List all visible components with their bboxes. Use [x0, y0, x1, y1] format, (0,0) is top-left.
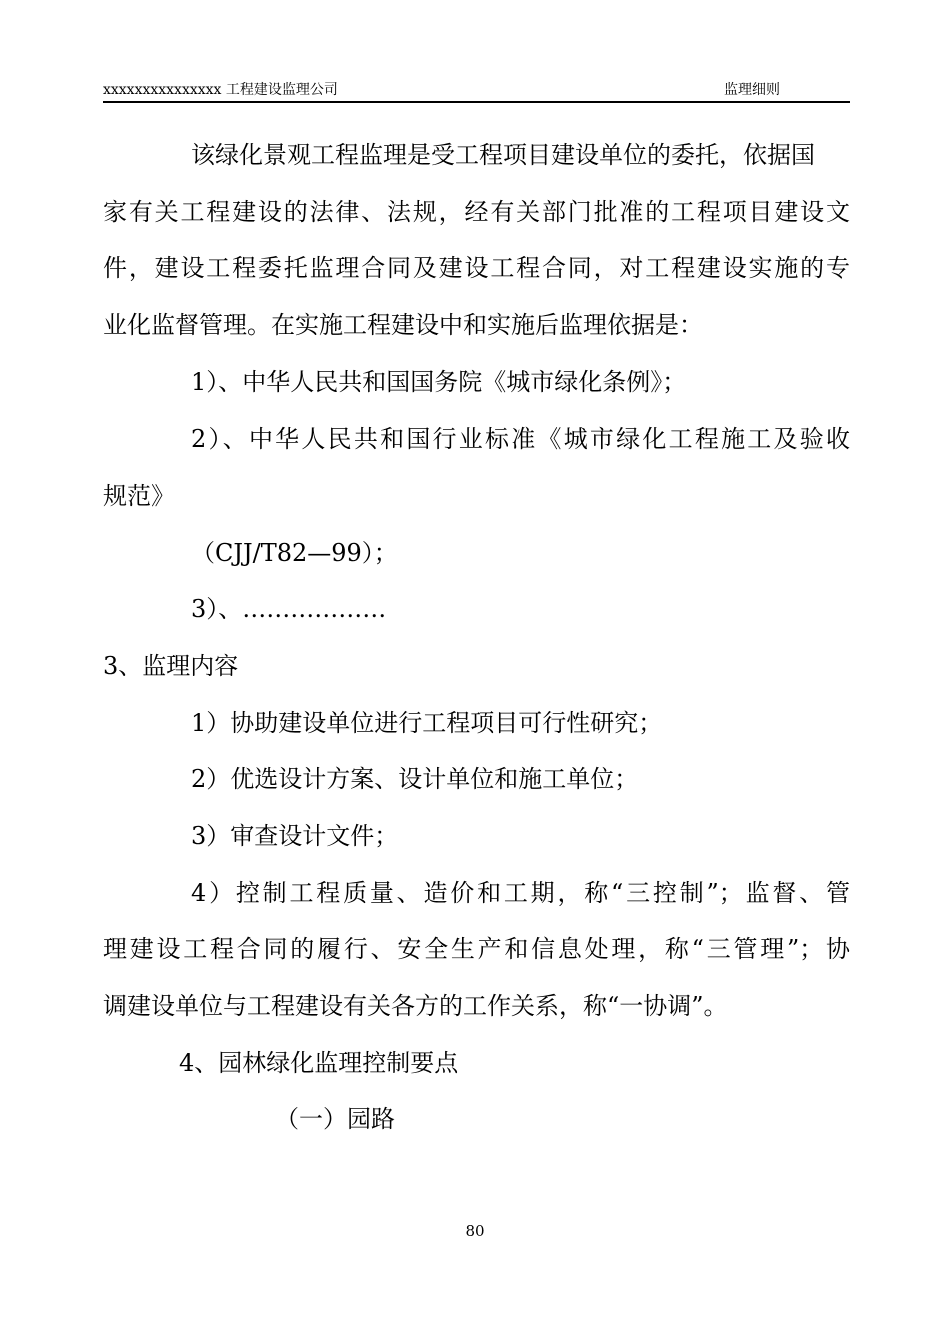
paragraph-intro-line-4: 业化监督管理。在实施工程建设中和实施后监理依据是： — [103, 311, 703, 339]
basis-item-1: 1）、中华人民共和国国务院《城市绿化条例》； — [191, 368, 687, 396]
content-item-4-line-3: 调建设单位与工程建设有关各方的工作关系，称“一协调”。 — [103, 992, 728, 1020]
header-company-name: xxxxxxxxxxxxxxx 工程建设监理公司 — [103, 82, 338, 98]
basis-item-2-line-2: 规范》 — [103, 482, 175, 510]
section-heading-supervision-content: 3、监理内容 — [103, 652, 239, 680]
page-header — [103, 80, 850, 103]
content-item-4-line-1: 4）控制工程质量、造价和工期，称“三控制”；监督、管 — [191, 879, 850, 907]
paragraph-intro-line-2: 家有关工程建设的法律、法规，经有关部门批准的工程项目建设文 — [103, 198, 850, 226]
section-heading-control-points: 4、园林绿化监理控制要点 — [179, 1049, 459, 1077]
content-item-2: 2）优选设计方案、设计单位和施工单位； — [191, 765, 639, 793]
paragraph-intro-line-1: 该绿化景观工程监理是受工程项目建设单位的委托，依据国 — [191, 141, 815, 169]
content-item-4-line-2: 理建设工程合同的履行、安全生产和信息处理，称“三管理”；协 — [103, 935, 850, 963]
basis-item-2-line-1: 2）、中华人民共和国行业标准《城市绿化工程施工及验收 — [191, 425, 850, 453]
basis-item-2-code: （CJJ/T82—99）； — [191, 539, 398, 567]
content-item-1: 1）协助建设单位进行工程项目可行性研究； — [191, 709, 663, 737]
header-document-type: 监理细则 — [724, 82, 780, 98]
content-item-3: 3）审查设计文件； — [191, 822, 399, 850]
paragraph-intro-line-3: 件，建设工程委托监理合同及建设工程合同，对工程建设实施的专 — [103, 254, 850, 282]
page-number: 80 — [465, 1222, 485, 1240]
subsection-heading-garden-roads: （一）园路 — [275, 1105, 395, 1133]
basis-item-3: 3）、……………… — [191, 595, 387, 623]
